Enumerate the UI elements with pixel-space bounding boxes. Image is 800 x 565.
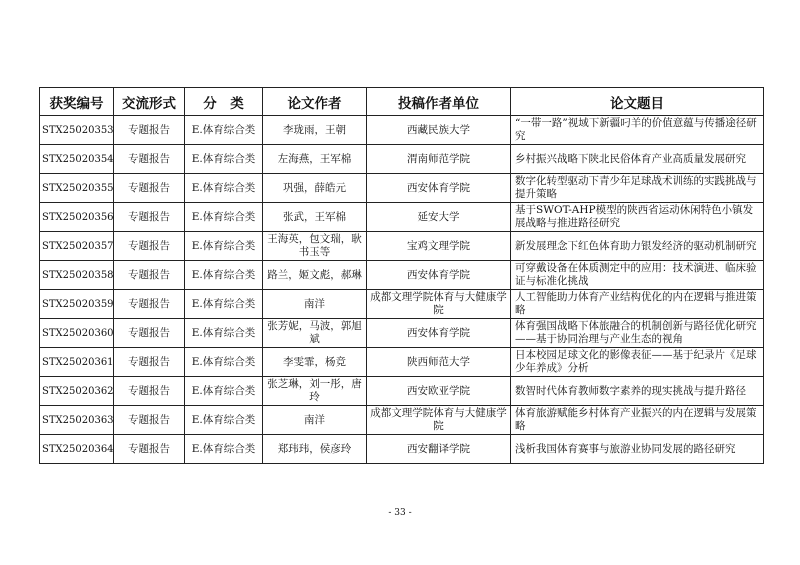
cell-authors: 巩强，薛皓元 [263, 174, 367, 203]
cell-unit: 成都文理学院体育与大健康学院 [367, 290, 511, 319]
cell-category: E.体育综合类 [185, 377, 263, 406]
cell-form: 专题报告 [114, 290, 185, 319]
cell-award-id: STX25020354 [40, 145, 114, 174]
cell-category: E.体育综合类 [185, 319, 263, 348]
header-form: 交流形式 [114, 88, 185, 116]
cell-category: E.体育综合类 [185, 406, 263, 435]
cell-award-id: STX25020353 [40, 116, 114, 145]
header-authors: 论文作者 [263, 88, 367, 116]
cell-award-id: STX25020361 [40, 348, 114, 377]
cell-form: 专题报告 [114, 174, 185, 203]
table-row [40, 232, 764, 261]
cell-award-id: STX25020363 [40, 406, 114, 435]
cell-authors: 郑玮玮，侯彦玲 [263, 435, 367, 464]
cell-title: 新发展理念下红色体育助力银发经济的驱动机制研究 [511, 232, 764, 261]
cell-award-id: STX25020356 [40, 203, 114, 232]
cell-unit: 陕西师范大学 [367, 348, 511, 377]
cell-form: 专题报告 [114, 377, 185, 406]
cell-category: E.体育综合类 [185, 348, 263, 377]
cell-authors: 张芳妮，马波，郭旭斌 [263, 319, 367, 348]
cell-title: 人工智能助力体育产业结构优化的内在逻辑与推进策略 [511, 290, 764, 319]
table-row [40, 203, 764, 232]
cell-authors: 张芝琳，刘一彤，唐玲 [263, 377, 367, 406]
cell-title: “一带一路”视域下新疆叼羊的价值意蕴与传播途径研究 [511, 116, 764, 145]
cell-category: E.体育综合类 [185, 232, 263, 261]
cell-title: 数字化转型驱动下青少年足球战术训练的实践挑战与提升策略 [511, 174, 764, 203]
cell-unit: 西藏民族大学 [367, 116, 511, 145]
page-number: - 33 - [388, 508, 412, 518]
cell-title: 基于SWOT-AHP模型的陕西省运动休闲特色小镇发展战略与推进路径研究 [511, 203, 764, 232]
table-row [40, 348, 764, 377]
cell-title: 体育强国战略下体旅融合的机制创新与路径优化研究——基于协同治理与产业生态的视角 [511, 319, 764, 348]
cell-category: E.体育综合类 [185, 290, 263, 319]
cell-authors: 李珑雨，王朝 [263, 116, 367, 145]
table-row [40, 377, 764, 406]
cell-category: E.体育综合类 [185, 116, 263, 145]
table-row [40, 174, 764, 203]
header-category: 分 类 [185, 88, 263, 116]
cell-authors: 李雯霏，杨竞 [263, 348, 367, 377]
table-row [40, 116, 764, 145]
cell-unit: 西安体育学院 [367, 261, 511, 290]
awards-table [39, 87, 764, 464]
cell-authors: 王海英，包文瑞，耿书玉等 [263, 232, 367, 261]
cell-form: 专题报告 [114, 261, 185, 290]
cell-title: 乡村振兴战略下陕北民俗体育产业高质量发展研究 [511, 145, 764, 174]
cell-category: E.体育综合类 [185, 145, 263, 174]
cell-award-id: STX25020364 [40, 435, 114, 464]
cell-form: 专题报告 [114, 435, 185, 464]
cell-authors: 路兰，姬文彪，郝琳 [263, 261, 367, 290]
cell-category: E.体育综合类 [185, 203, 263, 232]
cell-authors: 南洋 [263, 406, 367, 435]
cell-unit: 延安大学 [367, 203, 511, 232]
table-row [40, 435, 764, 464]
cell-category: E.体育综合类 [185, 261, 263, 290]
cell-authors: 张武，王军棉 [263, 203, 367, 232]
cell-award-id: STX25020360 [40, 319, 114, 348]
cell-authors: 左海燕，王军棉 [263, 145, 367, 174]
cell-category: E.体育综合类 [185, 174, 263, 203]
cell-title: 可穿戴设备在体质测定中的应用：技术演进、临床验证与标准化挑战 [511, 261, 764, 290]
table-row [40, 261, 764, 290]
cell-category: E.体育综合类 [185, 435, 263, 464]
table-row [40, 406, 764, 435]
table-row [40, 319, 764, 348]
cell-form: 专题报告 [114, 145, 185, 174]
cell-title: 数智时代体育教师数字素养的现实挑战与提升路径 [511, 377, 764, 406]
cell-title: 浅析我国体育赛事与旅游业协同发展的路径研究 [511, 435, 764, 464]
table-row [40, 145, 764, 174]
header-unit: 投稿作者单位 [367, 88, 511, 116]
cell-unit: 成都文理学院体育与大健康学院 [367, 406, 511, 435]
cell-unit: 西安体育学院 [367, 319, 511, 348]
cell-unit: 宝鸡文理学院 [367, 232, 511, 261]
cell-form: 专题报告 [114, 348, 185, 377]
cell-unit: 西安翻译学院 [367, 435, 511, 464]
cell-award-id: STX25020358 [40, 261, 114, 290]
cell-form: 专题报告 [114, 406, 185, 435]
header-title: 论文题目 [511, 88, 764, 116]
cell-title: 体育旅游赋能乡村体育产业振兴的内在逻辑与发展策略 [511, 406, 764, 435]
cell-unit: 西安体育学院 [367, 174, 511, 203]
cell-award-id: STX25020355 [40, 174, 114, 203]
cell-award-id: STX25020357 [40, 232, 114, 261]
cell-form: 专题报告 [114, 203, 185, 232]
table-row [40, 290, 764, 319]
cell-unit: 渭南师范学院 [367, 145, 511, 174]
cell-form: 专题报告 [114, 116, 185, 145]
cell-award-id: STX25020362 [40, 377, 114, 406]
table-header-row [40, 88, 764, 116]
header-award-id: 获奖编号 [40, 88, 114, 116]
cell-title: 日本校园足球文化的影像表征——基于纪录片《足球少年养成》分析 [511, 348, 764, 377]
cell-form: 专题报告 [114, 319, 185, 348]
cell-unit: 西安欧亚学院 [367, 377, 511, 406]
cell-form: 专题报告 [114, 232, 185, 261]
cell-authors: 南洋 [263, 290, 367, 319]
cell-award-id: STX25020359 [40, 290, 114, 319]
